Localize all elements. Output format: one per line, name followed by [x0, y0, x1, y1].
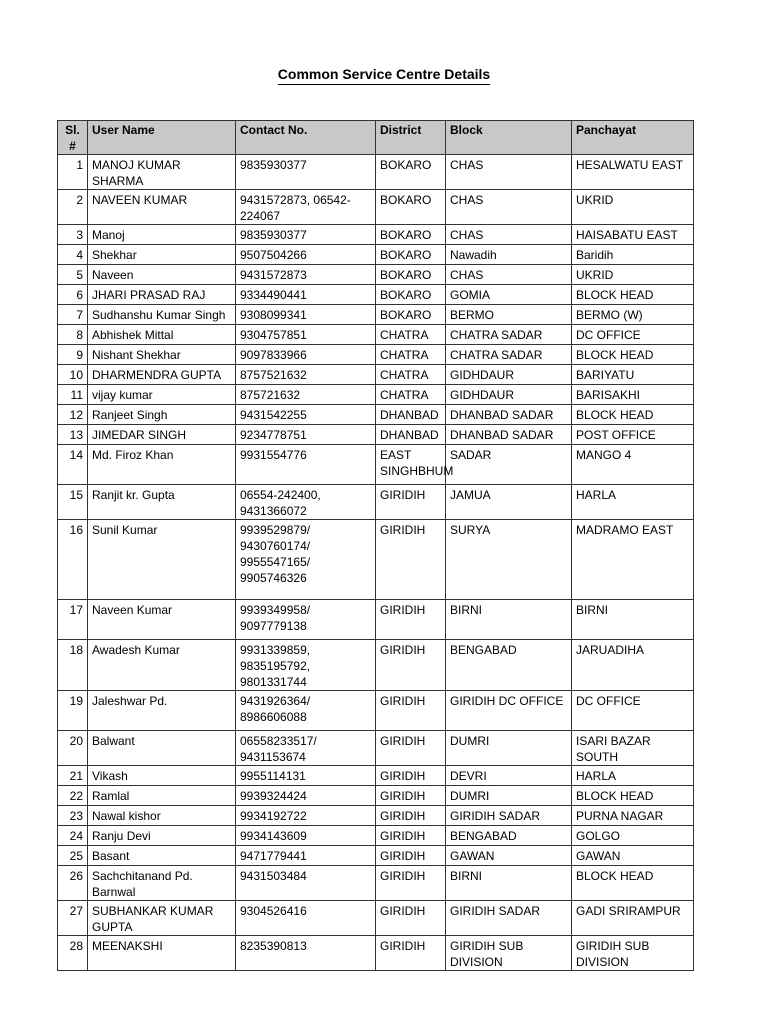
block-cell: BENGABAD	[446, 826, 572, 846]
district-cell: EAST SINGHBHUM	[376, 445, 446, 485]
user-name-cell: Ranjeet Singh	[88, 405, 236, 425]
block-cell: BIRNI	[446, 866, 572, 901]
block-cell: GIRIDIH DC OFFICE	[446, 691, 572, 731]
sl-cell: 8	[58, 325, 88, 345]
panchayat-cell: ISARI BAZAR SOUTH	[572, 731, 694, 766]
table-row	[58, 600, 694, 640]
district-cell: GIRIDIH	[376, 901, 446, 936]
panchayat-cell: MANGO 4	[572, 445, 694, 485]
panchayat-cell: BARIYATU	[572, 365, 694, 385]
user-name-cell: Basant	[88, 846, 236, 866]
user-name-cell: Balwant	[88, 731, 236, 766]
panchayat-cell: PURNA NAGAR	[572, 806, 694, 826]
sl-cell: 3	[58, 225, 88, 245]
contact-cell: 06558233517/ 9431153674	[236, 731, 376, 766]
user-name-cell: Nishant Shekhar	[88, 345, 236, 365]
header-user-name: User Name	[88, 121, 236, 155]
contact-cell: 9939324424	[236, 786, 376, 806]
contact-cell: 9431542255	[236, 405, 376, 425]
contact-cell: 9931339859, 9835195792, 9801331744	[236, 640, 376, 691]
user-name-cell: Awadesh Kumar	[88, 640, 236, 691]
block-cell: GOMIA	[446, 285, 572, 305]
block-cell: GIDHDAUR	[446, 365, 572, 385]
header-panchayat: Panchayat	[572, 121, 694, 155]
panchayat-cell: JARUADIHA	[572, 640, 694, 691]
user-name-cell: Naveen	[88, 265, 236, 285]
table-row	[58, 385, 694, 405]
sl-cell: 22	[58, 786, 88, 806]
table-row	[58, 265, 694, 285]
sl-cell: 17	[58, 600, 88, 640]
district-cell: GIRIDIH	[376, 731, 446, 766]
district-cell: CHATRA	[376, 385, 446, 405]
user-name-cell: JHARI PRASAD RAJ	[88, 285, 236, 305]
header-row	[58, 121, 694, 155]
sl-cell: 25	[58, 846, 88, 866]
block-cell: CHAS	[446, 190, 572, 225]
header-block: Block	[446, 121, 572, 155]
table-row	[58, 806, 694, 826]
panchayat-cell: HESALWATU EAST	[572, 155, 694, 190]
sl-cell: 13	[58, 425, 88, 445]
table-row	[58, 691, 694, 731]
user-name-cell: Ramlal	[88, 786, 236, 806]
table-row	[58, 786, 694, 806]
contact-cell: 9939529879/ 9430760174/ 9955547165/ 9905746326	[236, 520, 376, 600]
contact-cell: 9304526416	[236, 901, 376, 936]
table-row	[58, 425, 694, 445]
user-name-cell: NAVEEN KUMAR	[88, 190, 236, 225]
district-cell: GIRIDIH	[376, 640, 446, 691]
table-header	[58, 121, 694, 155]
district-cell: GIRIDIH	[376, 866, 446, 901]
contact-cell: 875721632	[236, 385, 376, 405]
table-row	[58, 901, 694, 936]
contact-cell: 06554-242400, 9431366072	[236, 485, 376, 520]
page-title	[0, 66, 768, 82]
district-cell: BOKARO	[376, 305, 446, 325]
sl-cell: 16	[58, 520, 88, 600]
block-cell: CHAS	[446, 225, 572, 245]
district-cell: GIRIDIH	[376, 846, 446, 866]
district-cell: CHATRA	[376, 365, 446, 385]
block-cell: SADAR	[446, 445, 572, 485]
table-row	[58, 345, 694, 365]
district-cell: GIRIDIH	[376, 786, 446, 806]
panchayat-cell: HAISABATU EAST	[572, 225, 694, 245]
contact-cell: 9431572873	[236, 265, 376, 285]
sl-cell: 27	[58, 901, 88, 936]
contact-cell: 9939349958/ 9097779138	[236, 600, 376, 640]
contact-cell: 8757521632	[236, 365, 376, 385]
contact-cell: 9431572873, 06542-224067	[236, 190, 376, 225]
panchayat-cell: HARLA	[572, 766, 694, 786]
table-row	[58, 640, 694, 691]
district-cell: GIRIDIH	[376, 826, 446, 846]
table-row	[58, 766, 694, 786]
table-row	[58, 245, 694, 265]
panchayat-cell: GIRIDIH SUB DIVISION	[572, 936, 694, 971]
table-row	[58, 485, 694, 520]
district-cell: CHATRA	[376, 345, 446, 365]
block-cell: DUMRI	[446, 786, 572, 806]
block-cell: CHATRA SADAR	[446, 345, 572, 365]
block-cell: GIRIDIH SADAR	[446, 901, 572, 936]
contact-cell: 9934192722	[236, 806, 376, 826]
sl-cell: 2	[58, 190, 88, 225]
user-name-cell: Md. Firoz Khan	[88, 445, 236, 485]
district-cell: GIRIDIH	[376, 936, 446, 971]
user-name-cell: Ranju Devi	[88, 826, 236, 846]
block-cell: DEVRI	[446, 766, 572, 786]
user-name-cell: Sachchitanand Pd. Barnwal	[88, 866, 236, 901]
panchayat-cell: GAWAN	[572, 846, 694, 866]
sl-cell: 4	[58, 245, 88, 265]
contact-cell: 9334490441	[236, 285, 376, 305]
contact-cell: 9097833966	[236, 345, 376, 365]
panchayat-cell: POST OFFICE	[572, 425, 694, 445]
table-row	[58, 826, 694, 846]
user-name-cell: SUBHANKAR KUMAR GUPTA	[88, 901, 236, 936]
sl-cell: 14	[58, 445, 88, 485]
panchayat-cell: DC OFFICE	[572, 325, 694, 345]
sl-cell: 28	[58, 936, 88, 971]
panchayat-cell: BLOCK HEAD	[572, 866, 694, 901]
csc-details-table	[57, 120, 694, 971]
sl-cell: 26	[58, 866, 88, 901]
panchayat-cell: HARLA	[572, 485, 694, 520]
block-cell: GIDHDAUR	[446, 385, 572, 405]
sl-cell: 15	[58, 485, 88, 520]
sl-cell: 24	[58, 826, 88, 846]
block-cell: BIRNI	[446, 600, 572, 640]
table-row	[58, 866, 694, 901]
sl-cell: 18	[58, 640, 88, 691]
panchayat-cell: Baridih	[572, 245, 694, 265]
block-cell: CHATRA SADAR	[446, 325, 572, 345]
table-row	[58, 520, 694, 600]
user-name-cell: Abhishek Mittal	[88, 325, 236, 345]
header-district: District	[376, 121, 446, 155]
table-row	[58, 285, 694, 305]
sl-cell: 7	[58, 305, 88, 325]
block-cell: GIRIDIH SADAR	[446, 806, 572, 826]
block-cell: GIRIDIH SUB DIVISION	[446, 936, 572, 971]
panchayat-cell: BERMO (W)	[572, 305, 694, 325]
sl-cell: 21	[58, 766, 88, 786]
user-name-cell: vijay kumar	[88, 385, 236, 405]
sl-cell: 19	[58, 691, 88, 731]
panchayat-cell: MADRAMO EAST	[572, 520, 694, 600]
district-cell: BOKARO	[376, 225, 446, 245]
panchayat-cell: BLOCK HEAD	[572, 345, 694, 365]
contact-cell: 9308099341	[236, 305, 376, 325]
user-name-cell: Naveen Kumar	[88, 600, 236, 640]
district-cell: BOKARO	[376, 245, 446, 265]
user-name-cell: JIMEDAR SINGH	[88, 425, 236, 445]
table-row	[58, 365, 694, 385]
panchayat-cell: BLOCK HEAD	[572, 285, 694, 305]
contact-cell: 9234778751	[236, 425, 376, 445]
user-name-cell: Nawal kishor	[88, 806, 236, 826]
table-row	[58, 445, 694, 485]
block-cell: CHAS	[446, 155, 572, 190]
contact-cell: 9304757851	[236, 325, 376, 345]
sl-cell: 10	[58, 365, 88, 385]
block-cell: BERMO	[446, 305, 572, 325]
table-row	[58, 325, 694, 345]
contact-cell: 9507504266	[236, 245, 376, 265]
table-row	[58, 731, 694, 766]
table-row	[58, 936, 694, 971]
user-name-cell: MEENAKSHI	[88, 936, 236, 971]
table-row	[58, 225, 694, 245]
panchayat-cell: DC OFFICE	[572, 691, 694, 731]
user-name-cell: Shekhar	[88, 245, 236, 265]
header-contact: Contact No.	[236, 121, 376, 155]
district-cell: GIRIDIH	[376, 520, 446, 600]
user-name-cell: Ranjit kr. Gupta	[88, 485, 236, 520]
block-cell: DHANBAD SADAR	[446, 405, 572, 425]
sl-cell: 5	[58, 265, 88, 285]
sl-cell: 6	[58, 285, 88, 305]
district-cell: GIRIDIH	[376, 806, 446, 826]
user-name-cell: Sudhanshu Kumar Singh	[88, 305, 236, 325]
sl-cell: 12	[58, 405, 88, 425]
sl-cell: 20	[58, 731, 88, 766]
contact-cell: 9431926364/ 8986606088	[236, 691, 376, 731]
block-cell: DUMRI	[446, 731, 572, 766]
contact-cell: 8235390813	[236, 936, 376, 971]
panchayat-cell: BLOCK HEAD	[572, 786, 694, 806]
contact-cell: 9471779441	[236, 846, 376, 866]
contact-cell: 9931554776	[236, 445, 376, 485]
district-cell: BOKARO	[376, 190, 446, 225]
table-row	[58, 155, 694, 190]
contact-cell: 9431503484	[236, 866, 376, 901]
table-row	[58, 405, 694, 425]
contact-cell: 9955114131	[236, 766, 376, 786]
district-cell: GIRIDIH	[376, 600, 446, 640]
block-cell: JAMUA	[446, 485, 572, 520]
table-row	[58, 305, 694, 325]
user-name-cell: Vikash	[88, 766, 236, 786]
block-cell: Nawadih	[446, 245, 572, 265]
panchayat-cell: UKRID	[572, 190, 694, 225]
panchayat-cell: BIRNI	[572, 600, 694, 640]
table-row	[58, 846, 694, 866]
contact-cell: 9934143609	[236, 826, 376, 846]
sl-cell: 9	[58, 345, 88, 365]
block-cell: DHANBAD SADAR	[446, 425, 572, 445]
user-name-cell: Manoj	[88, 225, 236, 245]
block-cell: SURYA	[446, 520, 572, 600]
sl-cell: 1	[58, 155, 88, 190]
district-cell: GIRIDIH	[376, 766, 446, 786]
table-row	[58, 190, 694, 225]
district-cell: BOKARO	[376, 265, 446, 285]
panchayat-cell: UKRID	[572, 265, 694, 285]
user-name-cell: Jaleshwar Pd.	[88, 691, 236, 731]
user-name-cell: Sunil Kumar	[88, 520, 236, 600]
panchayat-cell: GOLGO	[572, 826, 694, 846]
user-name-cell: MANOJ KUMAR SHARMA	[88, 155, 236, 190]
panchayat-cell: BLOCK HEAD	[572, 405, 694, 425]
sl-cell: 11	[58, 385, 88, 405]
page-title-text: Common Service Centre Details	[278, 66, 490, 85]
contact-cell: 9835930377	[236, 225, 376, 245]
header-sl: Sl. #	[58, 121, 88, 155]
block-cell: CHAS	[446, 265, 572, 285]
panchayat-cell: GADI SRIRAMPUR	[572, 901, 694, 936]
sl-cell: 23	[58, 806, 88, 826]
district-cell: GIRIDIH	[376, 485, 446, 520]
panchayat-cell: BARISAKHI	[572, 385, 694, 405]
contact-cell: 9835930377	[236, 155, 376, 190]
district-cell: BOKARO	[376, 155, 446, 190]
district-cell: BOKARO	[376, 285, 446, 305]
district-cell: DHANBAD	[376, 405, 446, 425]
user-name-cell: DHARMENDRA GUPTA	[88, 365, 236, 385]
district-cell: GIRIDIH	[376, 691, 446, 731]
district-cell: DHANBAD	[376, 425, 446, 445]
district-cell: CHATRA	[376, 325, 446, 345]
table-body	[58, 155, 694, 971]
block-cell: BENGABAD	[446, 640, 572, 691]
block-cell: GAWAN	[446, 846, 572, 866]
